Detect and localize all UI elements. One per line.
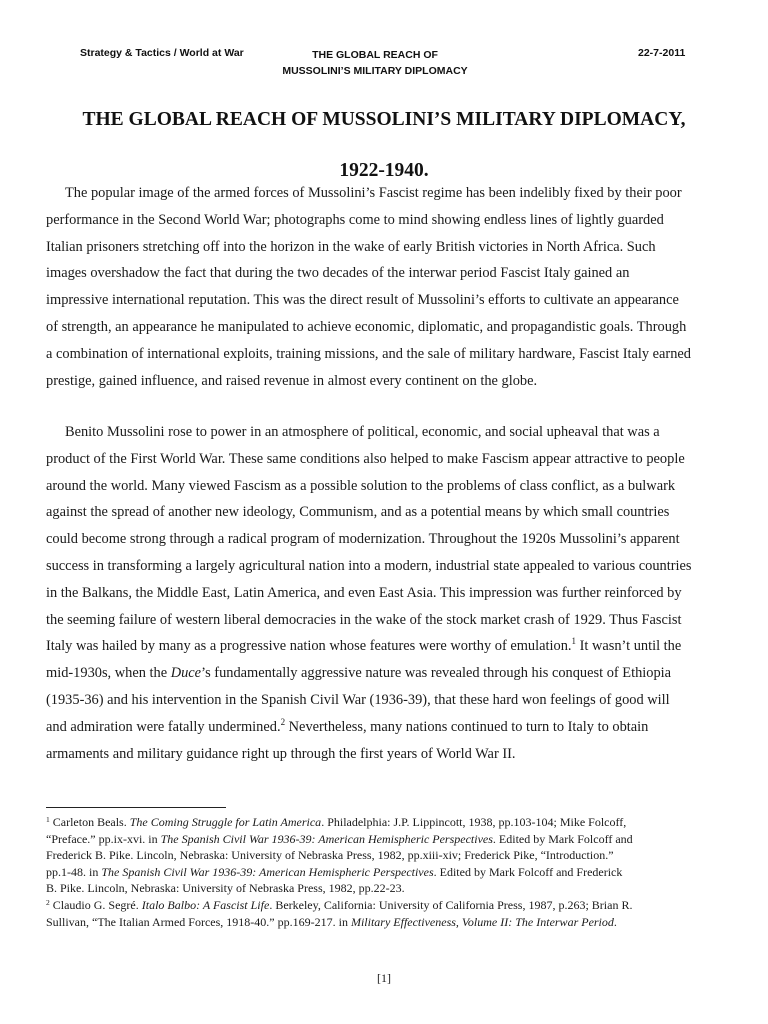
footnotes — [46, 814, 726, 930]
footnote-text: Carleton Beals. — [49, 815, 130, 829]
paragraph-line: could become strong through a radical program of modernization. Throughout the 1920s Mussolini’s apparent — [46, 531, 680, 548]
footnote-1-line — [46, 831, 726, 848]
paragraph-line: a combination of international exploits, training missions, and the sale of military hardware, Fascist Italy earned — [46, 345, 692, 362]
footnote-text: “Preface.” pp.ix-xvi. in — [46, 831, 161, 846]
footnote-separator — [46, 807, 226, 808]
paragraph-line: around the world. Many viewed Fascism as a possible solution to the problems of class conflict, as a bulwark — [46, 477, 676, 494]
footnote-text: pp.1-48. in — [46, 864, 102, 879]
paragraph-2 — [46, 419, 722, 767]
paragraph-line: performance in the Second World War; photographs come to mind showing endless lines of lightly guarded — [46, 211, 664, 228]
header-title-line-1: THE GLOBAL REACH OF — [312, 49, 438, 61]
header-publication: Strategy & Tactics / World at War — [80, 47, 244, 59]
line-text: Italy was hailed by many as a progressive nation whose features were worthy of emulation. — [46, 638, 572, 655]
paragraph-line: in the Balkans, the Middle East, Latin America, and even East Asia. This impression was further reinforced by — [46, 584, 682, 601]
footnote-1-marker: 1 — [46, 815, 50, 824]
paragraph-line — [46, 633, 722, 660]
paragraph-line: product of the First World War. These same conditions also helped to make Fascism appear attractive to people — [46, 450, 685, 467]
footnote-1-line: Frederick B. Pike. Lincoln, Nebraska: University of Nebraska Press, 1982, pp.xiii-xiv; Frederick Pike, “Introduction.” — [46, 848, 614, 863]
paragraph-line: Italian prisoners stretching off into the horizon in the wake of early British victories in North Africa. Such — [46, 238, 656, 255]
paragraph-line: The popular image of the armed forces of Mussolini’s Fascist regime has been indelibly fixed by their poor — [65, 185, 682, 201]
running-header — [0, 47, 768, 83]
paragraph-line: of strength, an appearance he manipulated to achieve economic, diplomatic, and propagandistic goals. Through — [46, 318, 687, 335]
emphasis-duce: Duce — [170, 665, 202, 682]
footnote-italic-title: Italo Balbo: A Fascist Life — [141, 897, 270, 912]
paragraph-line: success in transforming a largely agricultural nation into a modern, industrial state appealed to various countries — [46, 557, 692, 574]
paragraph-line: against the spread of another new ideology, Communism, and as a potential means by which small countries — [46, 504, 670, 521]
footnote-text: . Berkeley, California: University of California Press, 1987, p.263; Brian R. — [269, 897, 633, 912]
footnote-text: Claudio G. Segré. — [49, 897, 142, 912]
footnote-text: Sullivan, “The Italian Armed Forces, 1918-40.” pp.169-217. in — [46, 914, 351, 929]
title-line-1: THE GLOBAL REACH OF MUSSOLINI’S MILITARY DIPLOMACY, — [82, 109, 686, 130]
line-text: Nevertheless, many nations continued to turn to Italy to obtain — [285, 718, 649, 735]
footnote-ref-2[interactable]: 2 — [280, 716, 286, 727]
paragraph-line — [46, 660, 722, 687]
footnote-italic-title: The Spanish Civil War 1936-39: American Hemispheric Perspectives — [160, 831, 493, 846]
footnote-text: . Edited by Mark Folcoff and — [492, 831, 633, 846]
line-text: and admiration were fatally undermined. — [46, 718, 281, 735]
footnote-1-line — [46, 864, 726, 881]
line-text: It wasn’t until the — [576, 638, 682, 655]
line-text: ’s fundamentally aggressive nature was revealed through his conquest of Ethiopia — [201, 665, 672, 682]
line-text: mid-1930s, when the — [46, 665, 171, 682]
paragraph-line — [46, 714, 722, 741]
footnote-2-line — [46, 897, 726, 914]
footnote-italic-title: Military Effectiveness, Volume II: The Interwar Period — [350, 914, 614, 929]
paragraph-line: images overshadow the fact that during the two decades of the interwar period Fascist Italy gained an — [46, 265, 630, 282]
title-line-2: 1922-1940. — [339, 160, 429, 181]
footnote-1-line — [46, 814, 726, 831]
footnote-italic-title: The Coming Struggle for Latin America — [129, 815, 322, 829]
footnote-2-line — [46, 914, 726, 931]
footnote-text: . Philadelphia: J.P. Lippincott, 1938, pp.103-104; Mike Folcoff, — [321, 815, 627, 829]
footnote-text: . Edited by Mark Folcoff and Frederick — [433, 864, 623, 879]
paragraph-line: prestige, gained influence, and raised revenue in almost every continent on the globe. — [46, 372, 538, 389]
paragraph-line: impressive international reputation. This was the direct result of Mussolini’s efforts to cultivate an appearance — [46, 292, 679, 309]
paragraph-line: Benito Mussolini rose to power in an atmosphere of political, economic, and social upheaval that was a — [65, 424, 660, 440]
header-short-title — [250, 47, 500, 79]
footnote-ref-1[interactable]: 1 — [571, 636, 576, 647]
footnote-1-line: B. Pike. Lincoln, Nebraska: University of Nebraska Press, 1982, pp.22-23. — [46, 881, 405, 896]
paragraph-line: (1935-36) and his intervention in the Spanish Civil War (1936-39), that these hard won feelings of good will — [46, 691, 670, 708]
page-number: [1] — [377, 971, 391, 985]
footnote-text: . — [613, 914, 617, 929]
paragraph-line: the seeming failure of western liberal democracies in the wake of the stock market crash of 1929. Thus Fascist — [46, 611, 682, 628]
footnote-2-marker: 2 — [46, 897, 50, 907]
footnote-italic-title: The Spanish Civil War 1936-39: American Hemispheric Perspectives — [101, 864, 434, 879]
header-date: 22-7-2011 — [638, 47, 686, 59]
paragraph-1 — [46, 180, 722, 394]
header-title-line-2: MUSSOLINI’S MILITARY DIPLOMACY — [282, 65, 468, 77]
paragraph-line: armaments and military guidance right up through the first years of World War II. — [46, 745, 516, 762]
